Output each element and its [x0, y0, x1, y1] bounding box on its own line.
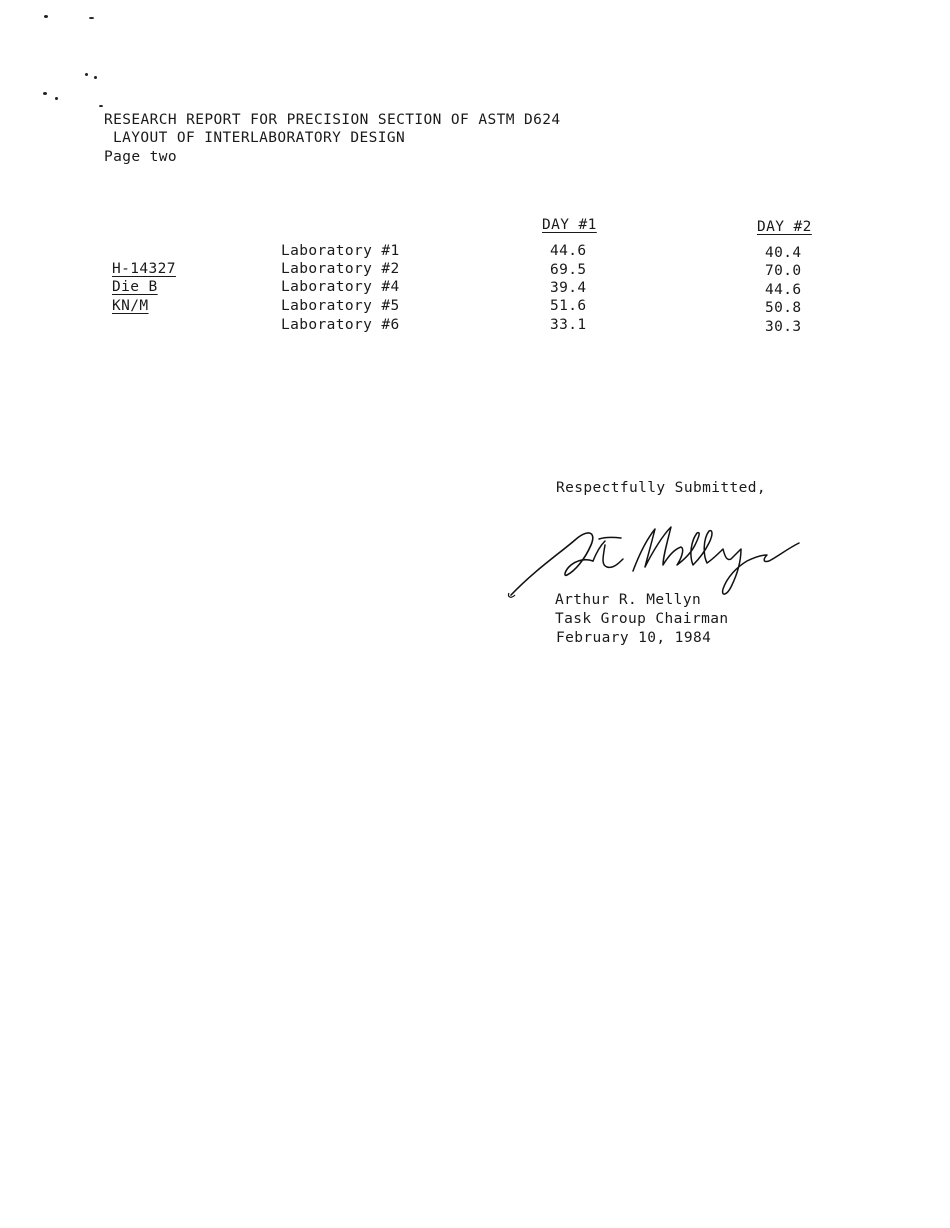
lab-label: Laboratory #6 — [281, 317, 400, 333]
day2-value: 70.0 — [765, 263, 802, 279]
scan-speck — [89, 17, 94, 19]
page-number: Page two — [104, 149, 178, 165]
day1-value: 69.5 — [550, 262, 587, 278]
sample-unit: KN/M — [112, 298, 149, 314]
day2-value: 50.8 — [765, 300, 802, 316]
report-title: RESEARCH REPORT FOR PRECISION SECTION OF ASTM D624 — [104, 112, 561, 128]
column-header-day1: DAY #1 — [542, 217, 597, 233]
day1-value: 51.6 — [550, 298, 587, 314]
closing-salutation: Respectfully Submitted, — [556, 480, 766, 496]
day1-value: 33.1 — [550, 317, 587, 333]
lab-label: Laboratory #2 — [281, 261, 400, 277]
lab-label: Laboratory #1 — [281, 243, 400, 259]
sample-id: H-14327 — [112, 261, 176, 277]
day2-value: 30.3 — [765, 319, 802, 335]
sample-die: Die B — [112, 279, 158, 295]
scan-speck — [99, 105, 103, 107]
day2-value: 44.6 — [765, 282, 802, 298]
scan-speck — [43, 92, 47, 95]
day1-value: 39.4 — [550, 280, 587, 296]
lab-label: Laboratory #5 — [281, 298, 400, 314]
lab-label: Laboratory #4 — [281, 279, 400, 295]
column-header-day2: DAY #2 — [757, 219, 812, 235]
day1-value: 44.6 — [550, 243, 587, 259]
scan-speck — [85, 73, 88, 76]
day2-value: 40.4 — [765, 245, 802, 261]
signer-name: Arthur R. Mellyn — [555, 592, 702, 608]
scan-speck — [55, 97, 58, 100]
signer-title: Task Group Chairman — [555, 611, 729, 627]
scan-speck — [44, 15, 48, 18]
signature-date: February 10, 1984 — [556, 630, 712, 646]
scan-speck — [94, 76, 97, 79]
report-subtitle: LAYOUT OF INTERLABORATORY DESIGN — [113, 130, 406, 146]
